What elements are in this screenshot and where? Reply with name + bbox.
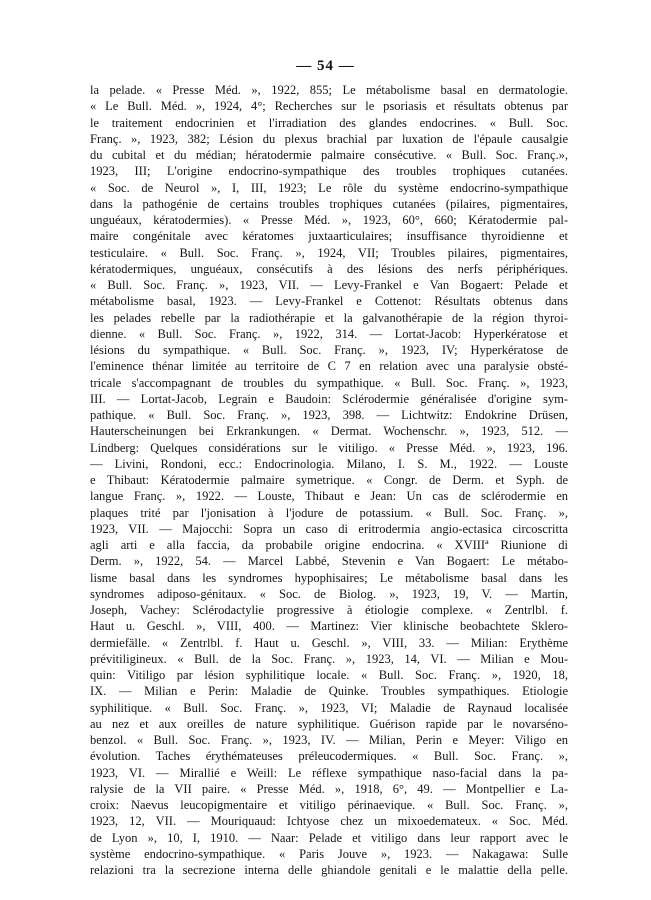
text-line: 1923, 12, VII. — Mouriquaud: Ichtyose chez un mixoedemateux. « Soc. Méd. (90, 814, 568, 829)
text-line: Joseph, Vachey: Sclérodactylie progressive à étiologie complexe. « Zentrlbl. f. (90, 603, 568, 617)
text-line: la pelade. « Presse Méd. », 1922, 855; Le métabolisme basal en dermatologie. (90, 83, 568, 97)
text-line: dans la pathogénie de certains troubles trophiques cutanées (pilaires, pigmentaires, (90, 196, 568, 211)
text-line: ralysie de la VII paire. « Presse Méd. », 1918, 6°, 49. — Montpellier e La- (90, 781, 568, 796)
page-number: — 54 — (296, 58, 355, 74)
text-line: kératodermiques, unguéaux, consécutifs à des lésions des nerfs périphériques. (90, 261, 568, 276)
text-line: dermiefälle. « Zentrlbl. f. Haut u. Geschl. », VIII, 33. — Milian: Erythème (90, 635, 568, 650)
text-line: l'eminence thénar limitée au territoire de C 7 en relation avec una paralysie obsté- (90, 359, 568, 374)
text-line: syphilitique. « Bull. Soc. Franç. », 1923, VI; Maladie de Raynaud localisée (90, 700, 568, 715)
text-line: évolution. Taches érythémateuses préleucodermiques. « Bull. Soc. Franç. », (90, 749, 568, 764)
text-line: Hauterscheinungen bei Erkrankungen. « Dermat. Wochenschr. », 1923, 512. — (90, 424, 568, 439)
text-line: lisme basal dans les syndromes hypophisaires; Le métabolisme basal dans les (90, 570, 568, 585)
text-line: système endocrino-sympathique. « Paris Jouve », 1923. — Nakagawa: Sulle (90, 846, 568, 861)
text-line: du cubital et du médian; hératodermie palmaire consécutive. « Bull. Soc. Franç.», (90, 148, 568, 162)
text-line: tricale s'accompagnant de troubles du sympathique. « Bull. Soc. Franç. », 1923, (90, 375, 568, 390)
text-line: benzol. « Bull. Soc. Franç. », 1923, IV. — Milian, Perin e Meyer: Viligo en (90, 733, 568, 747)
text-line: Haut u. Geschl. », VIII, 400. — Martinez: Vier klinische beobachtete Sklero- (90, 619, 568, 634)
text-line: pathique. « Bull. Soc. Franç. », 1923, 398. — Lichtwitz: Endokrine Drüsen, (90, 408, 568, 422)
text-line: langue Franç. », 1922. — Louste, Thibaut e Jean: Un cas de sclérodermie en (90, 489, 568, 504)
text-line: croix: Naevus leucopigmentaire et vitiligo périnaevique. « Bull. Soc. Franç. », (90, 798, 568, 812)
text-line: quin: Vitiligo par lésion syphilitique locale. « Bull. Soc. Franç. », 1920, 18, (90, 668, 568, 682)
text-line: III. — Lortat-Jacob, Legrain e Baudoin: Sclérodermie généralisée d'origine sym- (90, 391, 568, 406)
text-line: maire congénitale avec kératomes juxtaarticulaires; insuffisance thyroidienne et (90, 229, 568, 244)
text-line: Lindberg: Quelques considérations sur le vitiligo. « Presse Méd. », 1923, 196. (90, 440, 568, 455)
text-line: 1923, VI. — Mirallié e Weill: Le réflexe sympathique naso-facial dans la pa- (90, 765, 568, 780)
text-line: testiculaire. « Bull. Soc. Franç. », 1924, VII; Troubles pilaires, pigmentaires, (90, 245, 568, 260)
text-line: de Lyon », 10, I, 1910. — Naar: Pelade et vitiligo dans leur rapport avec le (90, 830, 568, 845)
text-line: les pelades rebelle par la radiothérapie et la galvanothérapie de la région thyroi- (90, 310, 568, 325)
text-line: e Thibaut: Kératodermie palmaire symetrique. « Congr. de Derm. et Syph. de (90, 473, 568, 487)
text-line: « Le Bull. Méd. », 1924, 4°; Recherches sur le psoriasis et résultats obtenus par (90, 99, 568, 114)
text-line: métabolisme basal, 1923. — Levy-Frankel e Cottenot: Résultats obtenus dans (90, 294, 568, 309)
text-line: 1923, III; L'origine endocrino-sympathique des troubles trophiques cutanées. (90, 164, 568, 179)
bibliography-text (90, 82, 568, 878)
text-line: lésions du sympathique. « Bull. Soc. Franç. », 1923, IV; Hyperkératose de (90, 343, 568, 357)
text-line: agli arti e alla faccia, da probabile origine endocrina. « XVIIIª Riunione di (90, 538, 568, 552)
text-line: dienne. « Bull. Soc. Franç. », 1922, 314. — Lortat-Jacob: Hyperkératose et (90, 326, 568, 341)
text-line: — Livini, Rondoni, ecc.: Endocrinologia. Milano, I. S. M., 1922. — Louste (90, 456, 568, 471)
text-line: 1923, VII. — Majocchi: Sopra un caso di eritrodermia angio-ectasica circoscritta (90, 521, 568, 536)
text-line: prévitiligineux. « Bull. de la Soc. Franç. », 1923, 14, VI. — Milian e Mou- (90, 651, 568, 666)
text-line: relazioni tra la secrezione interna delle ghiandole genitali e le malattie della pelle. (90, 863, 568, 877)
text-line: le traitement endocrinien et l'irradiation des glandes endocrines. « Bull. Soc. (90, 115, 568, 130)
text-line: « Soc. de Neurol », I, III, 1923; Le rôle du système endocrino-sympathique (90, 180, 568, 195)
text-line: IX. — Milian e Perin: Maladie de Quinke. Troubles sympathiques. Etiologie (90, 684, 568, 699)
text-line: unguéaux, kératodermies). « Presse Méd. », 1923, 60°, 660; Kératodermie pal- (90, 213, 568, 227)
text-line: syndromes adiposo-génitaux. « Soc. de Biolog. », 1923, 19, V. — Martin, (90, 586, 568, 601)
text-line: Franç. », 1923, 382; Lésion du plexus brachial par luxation de l'épaule causalgie (90, 131, 568, 146)
text-line: plaques trité par l'jonisation à l'jodure de potassium. « Bull. Soc. Franç. », (90, 505, 568, 520)
text-line: au nez et aux oreilles de nature syphilitique. Guérison rapide par le novarséno- (90, 716, 568, 731)
text-line: « Bull. Soc. Franç. », 1923, VII. — Levy-Frankel e Van Bogaert: Pelade et (90, 278, 568, 292)
text-line: Derm. », 1922, 54. — Marcel Labbé, Stevenin e Van Bogaert: Le métabo- (90, 554, 568, 569)
